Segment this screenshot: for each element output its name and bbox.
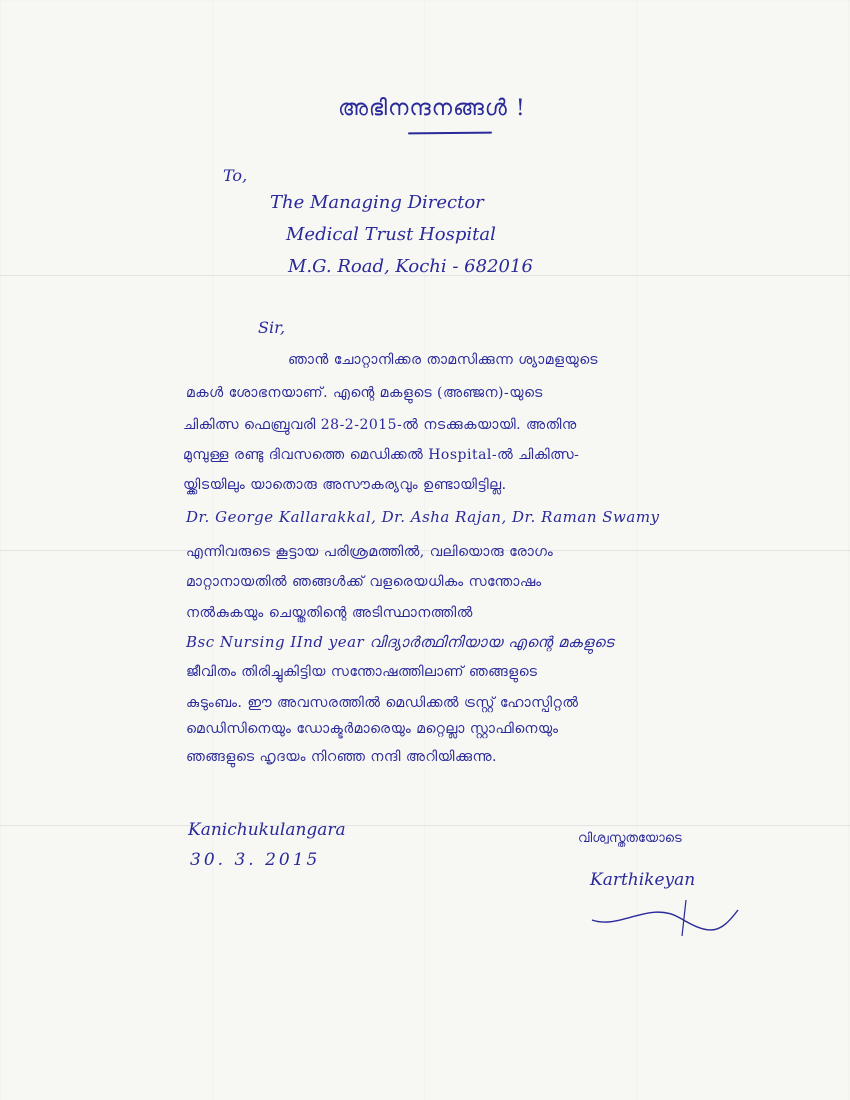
recipient-line-3: M.G. Road, Kochi - 682016 [288,256,533,277]
signature: Karthikeyan [590,870,696,890]
body-line: ഞങ്ങളുടെ ഹൃദയം നിറഞ്ഞ നന്ദി അറിയിക്കുന്നു. [186,749,498,765]
recipient-line-1: The Managing Director [270,192,484,213]
body-line: മകൾ ശോഭനയാണ്. എന്റെ മകളുടെ (അഞ്ജന)-യുടെ [186,385,543,401]
paper-fold [0,825,850,826]
body-line: നൽകുകയും ചെയ്തതിന്റെ അടിസ്ഥാനത്തിൽ [186,605,473,621]
letter-date: 30. 3. 2015 [190,850,321,870]
body-line: ഞാൻ ചോറ്റാനിക്കര താമസിക്കുന്ന ശ്യാമളയുടെ [288,352,599,368]
body-line: എന്നിവരുടെ കൂട്ടായ പരിശ്രമത്തിൽ, വലിയൊരു രോഗം [186,544,554,560]
body-line: യ്ക്കിടയിലും യാതൊരു അസൗകര്യവും ഉണ്ടായിട്ടില്ല. [183,477,507,493]
closing-phrase: വിശ്വസ്തതയോടെ [578,831,682,846]
letter-place: Kanichukulangara [188,820,346,840]
title-underline [408,132,492,135]
recipient-line-2: Medical Trust Hospital [286,224,496,245]
to-label: To, [223,166,248,185]
salutation: Sir, [258,318,286,337]
body-line: മുമ്പുള്ള രണ്ടു ദിവസത്തെ മെഡിക്കൽ Hospital-ൽ ചികിത്സ- [183,447,580,463]
body-line: കുടുംബം. ഈ അവസരത്തിൽ മെഡിക്കൽ ട്രസ്റ്റ് ഹോസ്പിറ്റൽ [186,695,579,711]
letter-title: അഭിനന്ദനങ്ങൾ ! [338,96,526,121]
body-line: മാറ്റാനായതിൽ ഞങ്ങൾക്ക് വളരെയധികം സന്തോഷം [186,574,542,590]
body-line: Dr. George Kallarakkal, Dr. Asha Rajan, Dr. Raman Swamy [186,508,660,526]
body-line: Bsc Nursing IInd year വിദ്യാർത്ഥിനിയായ എന്റെ മകളുടെ [186,633,615,651]
body-line: ജീവിതം തിരിച്ചുകിട്ടിയ സന്തോഷത്തിലാണ് ഞങ്ങളുടെ [186,664,538,680]
body-line: മെഡിസിനെയും ഡോക്ടർമാരെയും മറ്റെല്ലാ സ്റ്റാഫിനെയും [186,721,559,737]
body-line: ചികിത്സ ഫെബ്രുവരി 28-2-2015-ൽ നടക്കുകയായി. അതിനു [183,417,577,433]
signature-flourish [590,890,740,940]
